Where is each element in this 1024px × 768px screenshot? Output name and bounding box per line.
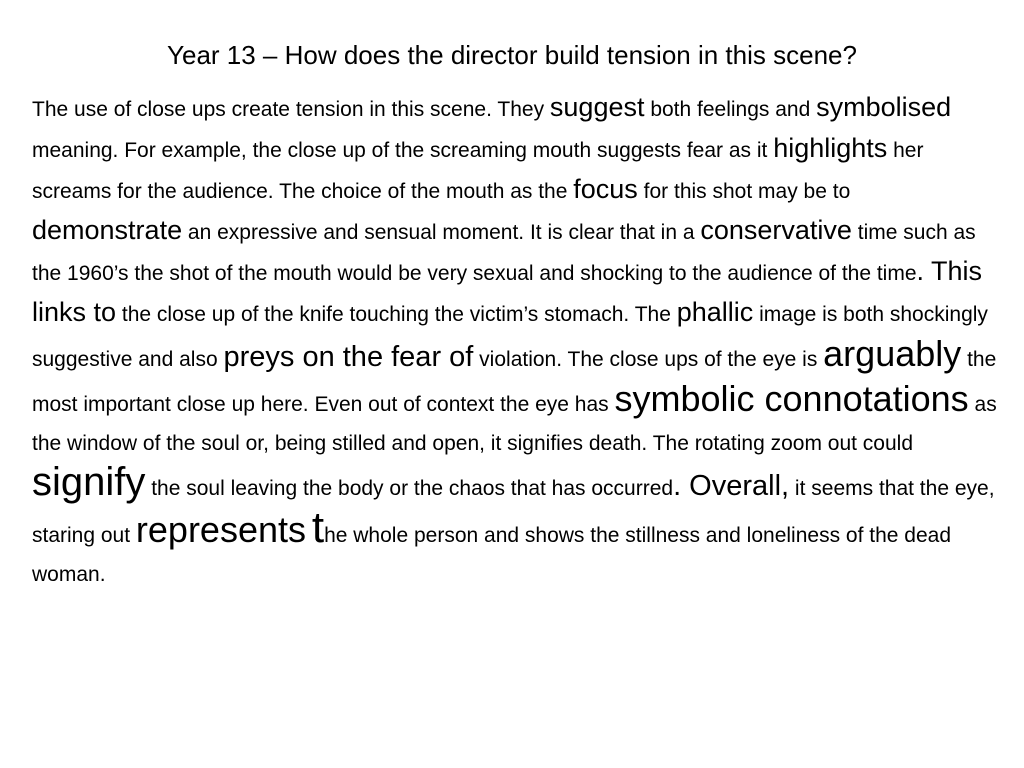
text-segment: for this shot may be to [637,180,851,203]
text-segment: violation. The close ups of the eye is [473,348,824,371]
emphasized-word: represents [135,509,306,550]
text-segment: image is both shockingly suggestive and also [32,303,988,371]
emphasized-word: conservative [700,215,852,245]
text-segment: the most important close up here. Even out of context the eye has [32,348,997,416]
emphasized-word: symbolised [816,92,952,122]
text-segment: meaning. For example, the close up of the screaming mouth suggests fear as it [32,139,774,162]
emphasized-word: signify [32,460,146,504]
emphasized-word: demonstrate [32,215,183,245]
text-segment: an expressive and sensual moment. It is clear that in a [182,221,701,244]
text-segment: it seems that the eye, staring out [32,477,995,547]
text-segment: the soul leaving the body or the chaos that has occurred [145,477,674,500]
emphasized-phrase: . This links to [32,256,983,327]
emphasized-word: phallic [676,297,754,327]
text-segment: her screams for the audience. The choice of the mouth as the [32,139,924,203]
emphasized-word: highlights [773,133,888,163]
text-segment: he whole person and shows the stillness and loneliness of the dead woman. [32,524,951,586]
text-segment: the close up of the knife touching the victim’s stomach. The [116,303,677,326]
emphasized-word: arguably [823,333,962,374]
emphasized-word: suggest [549,92,645,122]
body-paragraph [32,88,1000,594]
text-segment: both feelings and [644,98,817,121]
emphasized-phrase: preys on the fear of [223,341,474,373]
text-segment: time such as the 1960’s the shot of the mouth would be very sexual and shocking to the audience of the time [32,221,976,285]
emphasized-phrase: . Overall, [673,470,790,502]
emphasized-word: focus [573,174,638,204]
slide-title: Year 13 – How does the director build tension in this scene? [167,40,857,70]
emphasized-letter: t [311,503,325,552]
text-segment: The use of close ups create tension in this scene. They [32,98,550,121]
emphasized-phrase: symbolic connotations [614,378,969,419]
text-segment: as the window of the soul or, being stilled and open, it signifies death. The rotating zoom out could [32,393,997,455]
